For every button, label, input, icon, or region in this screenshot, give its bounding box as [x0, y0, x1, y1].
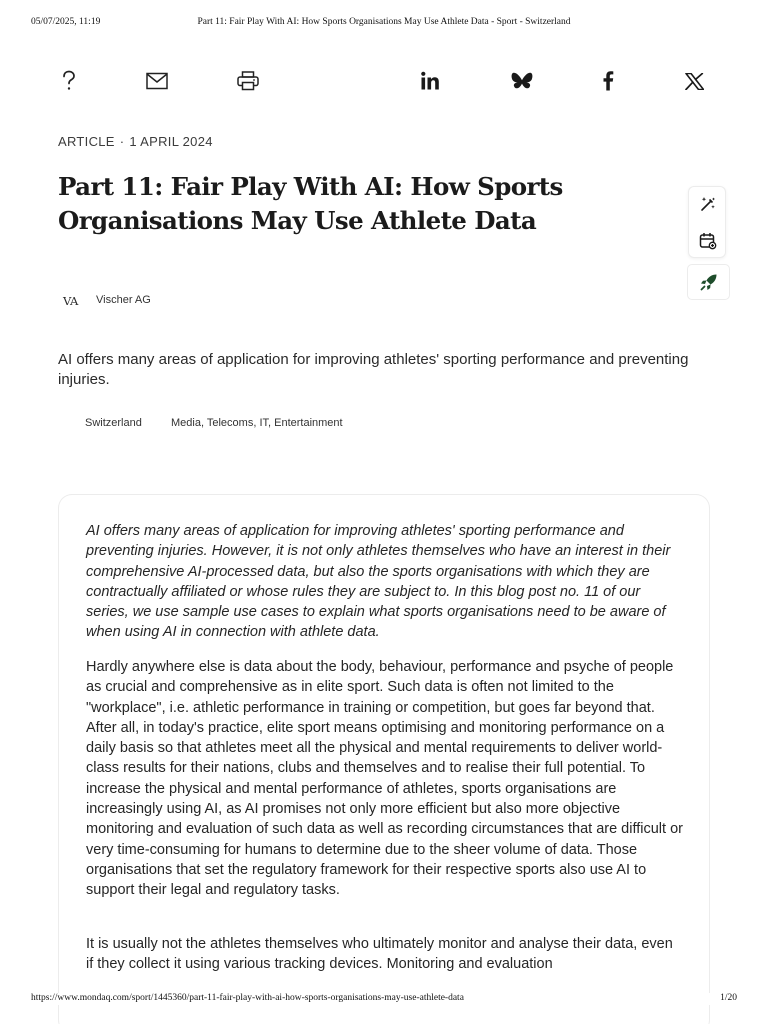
- question-icon[interactable]: [56, 68, 82, 94]
- facebook-icon[interactable]: [595, 68, 621, 94]
- side-action-panel: [688, 186, 726, 258]
- article-intro: AI offers many areas of application for improving athletes' sporting performance and preventing injuries. However, it is not only athletes themselves who have an interest in their comprehensive AI-processed data, but also the sports organisations with which they are contractually affiliated or whose rules they are subject to. In this blog post no. 11 of our series, we use sample use cases to explain what sports organisations need to be aware of when using AI in connection with athlete data.: [86, 523, 671, 641]
- tag-industry[interactable]: Media, Telecoms, IT, Entertainment: [171, 417, 343, 429]
- print-footer: [31, 993, 737, 1005]
- print-icon[interactable]: [235, 68, 261, 94]
- x-icon[interactable]: [681, 68, 707, 94]
- print-datetime: 05/07/2025, 11:19: [31, 17, 101, 27]
- print-url: https://www.mondaq.com/sport/1445360/part-11-fair-play-with-ai-how-sports-organisations-may-use-athlete-data: [31, 993, 464, 1003]
- article-title: Part 11: Fair Play With AI: How Sports Organisations May Use Athlete Data: [58, 172, 563, 235]
- tag-country[interactable]: Switzerland: [85, 417, 142, 429]
- linkedin-icon[interactable]: [417, 68, 443, 94]
- bluesky-icon[interactable]: [509, 68, 535, 94]
- add-to-calendar-icon[interactable]: [698, 231, 718, 251]
- meta-separator: ·: [119, 134, 125, 149]
- author-logo: VA: [63, 294, 78, 308]
- article-paragraph: It is usually not the athletes themselves who ultimately monitor and analyse their data, even if they collect it using various tracking devices. Monitoring and evaluation: [86, 936, 673, 973]
- print-page-title: Part 11: Fair Play With AI: How Sports Organisations May Use Athlete Data - Sport - Switzerland: [197, 17, 571, 27]
- edit-sparkle-icon[interactable]: [698, 194, 718, 214]
- article-paragraph: Hardly anywhere else is data about the body, behaviour, performance and psyche of people as crucial and comprehensive as in elite sport. Such data is often not limited to the "workplace", i.e. athletic performance in training or competition, but goes far beyond that. After all, in today's practice, elite sport means optimising and monitoring performance on a daily basis so that athletes meet all the physical and mental requirements to deliver world-class results for their nations, clubs and themselves and to realise their full potential. To increase the physical and mental performance of athletes, sports organisations are increasingly using AI, as AI promises not only more efficient but also more objective monitoring and evaluation of such data as well as recording circumstances that are difficult or very time-consuming for humans to determine due to the sheer volume of data. Those organisations that set the regulatory framework for their respective sports also use AI to support their legal and regulatory tasks.: [86, 659, 683, 899]
- page-cutoff: [60, 975, 708, 991]
- article-meta: [58, 134, 213, 149]
- rocket-icon[interactable]: [687, 264, 730, 300]
- article-summary: AI offers many areas of application for improving athletes' sporting performance and preventing injuries.: [58, 351, 689, 389]
- print-header: [31, 17, 737, 29]
- author-link[interactable]: Vischer AG: [96, 294, 151, 306]
- article-date: 1 APRIL 2024: [129, 134, 213, 149]
- print-page-number: 1/20: [720, 993, 737, 1003]
- article-type: ARTICLE: [58, 134, 115, 149]
- mail-icon[interactable]: [144, 68, 170, 94]
